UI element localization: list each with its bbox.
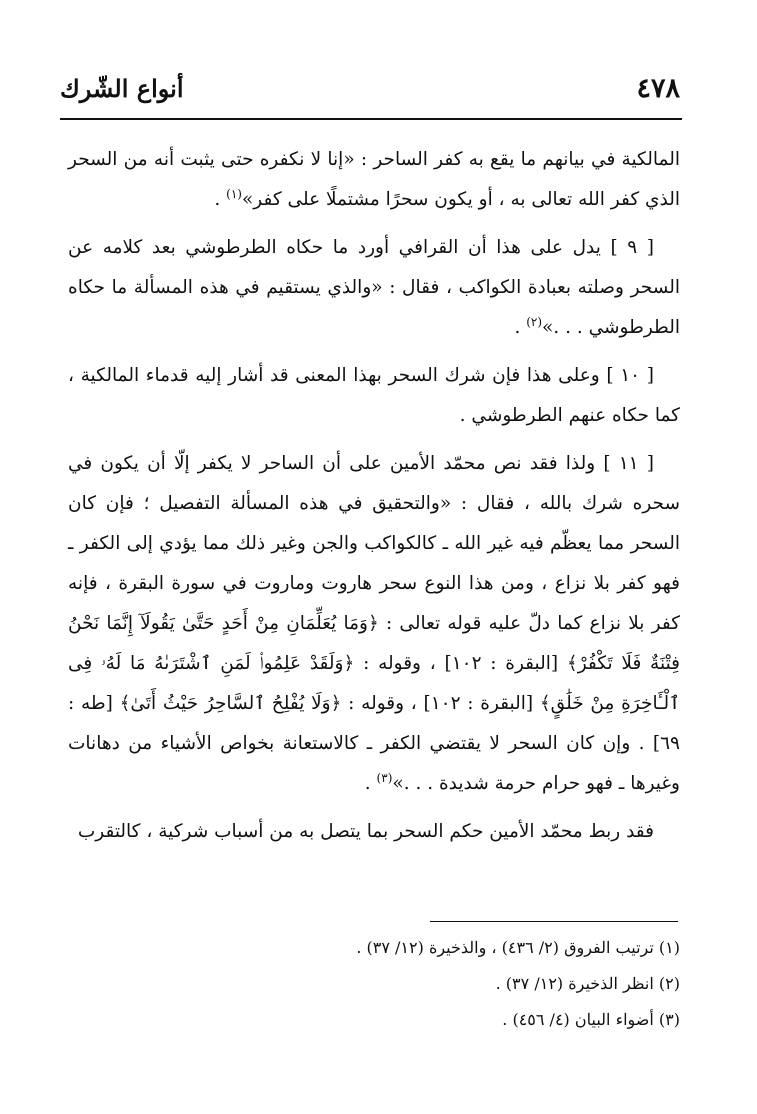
main-text (68, 140, 680, 860)
footnote-reference: (٢) (526, 314, 543, 329)
paragraph-text: [ ٩ ] يدل على هذا أن القرافي أورد ما حكاه الطرطوشي بعد كلامه عن السحر وصلته بعبادة الكواكب ، فقال : «والذي يستقيم في هذه المسألة ما حكاه الطرطوشي . . .» (68, 237, 680, 338)
footnote-reference: (٣) (376, 770, 393, 785)
paragraph (68, 444, 680, 804)
header-divider (60, 118, 682, 120)
paragraph-tail: . (364, 773, 377, 794)
footnote: (٣) أضواء البيان (٤/ ٤٥٦) . (502, 1010, 680, 1029)
paragraph-text: فقد ربط محمّد الأمين حكم السحر بما يتصل به من أسباب شركية ، كالتقرب (77, 821, 654, 842)
paragraph (68, 140, 680, 220)
footnote-divider (430, 921, 678, 922)
chapter-title: أنواع الشّرك (60, 74, 184, 103)
paragraph-text: [ ١٠ ] وعلى هذا فإن شرك السحر بهذا المعنى قد أشار إليه قدماء المالكية ، كما حكاه عنهم الطرطوشي . (68, 365, 680, 426)
footnote: (١) ترتيب الفروق (٢/ ٤٣٦) ، والذخيرة (١٢/ ٣٧) . (356, 938, 680, 957)
paragraph-text: [ ١١ ] ولذا فقد نص محمّد الأمين على أن الساحر لا يكفر إلّا أن يكون في سحره شرك بالله ، فقال : «والتحقيق في هذه المسألة التفصيل ؛ فإن كان السحر مما يعظّم فيه غير الله ـ كالكواكب والجن وغير ذلك مما يؤدي إلى الكفر ـ فهو كفر بلا نزاع ، ومن هذا النوع سحر هاروت وماروت في سورة البقرة ، فإنه كفر بلا نزاع كما دلّ عليه قوله تعالى : ﴿وَمَا يُعَلِّمَانِ مِنْ أَحَدٍ حَتَّىٰ يَقُولَآ إِنَّمَا نَحْنُ فِتْنَةٌ فَلَا تَكْفُرْ﴾ [البقرة : ١٠٢] ، وقوله : ﴿وَلَقَدْ عَلِمُوا۟ لَمَنِ ٱشْتَرَىٰهُ مَا لَهُۥ فِى ٱلْـَٔاخِرَةِ مِنْ خَلَٰقٍ﴾ [البقرة : ١٠٢] ، وقوله : ﴿وَلَا يُفْلِحُ ٱلسَّاحِرُ حَيْثُ أَتَىٰ﴾ [طه : ٦٩] . وإن كان السحر لا يقتضي الكفر ـ كالاستعانة بخواص الأشياء من دهانات وغيرها ـ فهو حرام حرمة شديدة . . .» (68, 453, 680, 794)
footnote-reference: (١) (226, 186, 242, 201)
footnotes (200, 930, 680, 1038)
paragraph-tail: . (514, 317, 527, 338)
page-number: ٤٧٨ (636, 73, 680, 104)
paragraph-tail: . (214, 189, 227, 210)
paragraph-text: المالكية في بيانهم ما يقع به كفر الساحر : «إنا لا نكفره حتى يثبت أنه من السحر الذي كفر الله تعالى به ، أو يكون سحرًا مشتملًا على كفر» (68, 149, 680, 210)
paragraph (68, 356, 680, 436)
footnote: (٢) انظر الذخيرة (١٢/ ٣٧) . (495, 974, 680, 993)
paragraph (68, 228, 680, 348)
running-header (60, 72, 680, 112)
paragraph (68, 812, 680, 852)
